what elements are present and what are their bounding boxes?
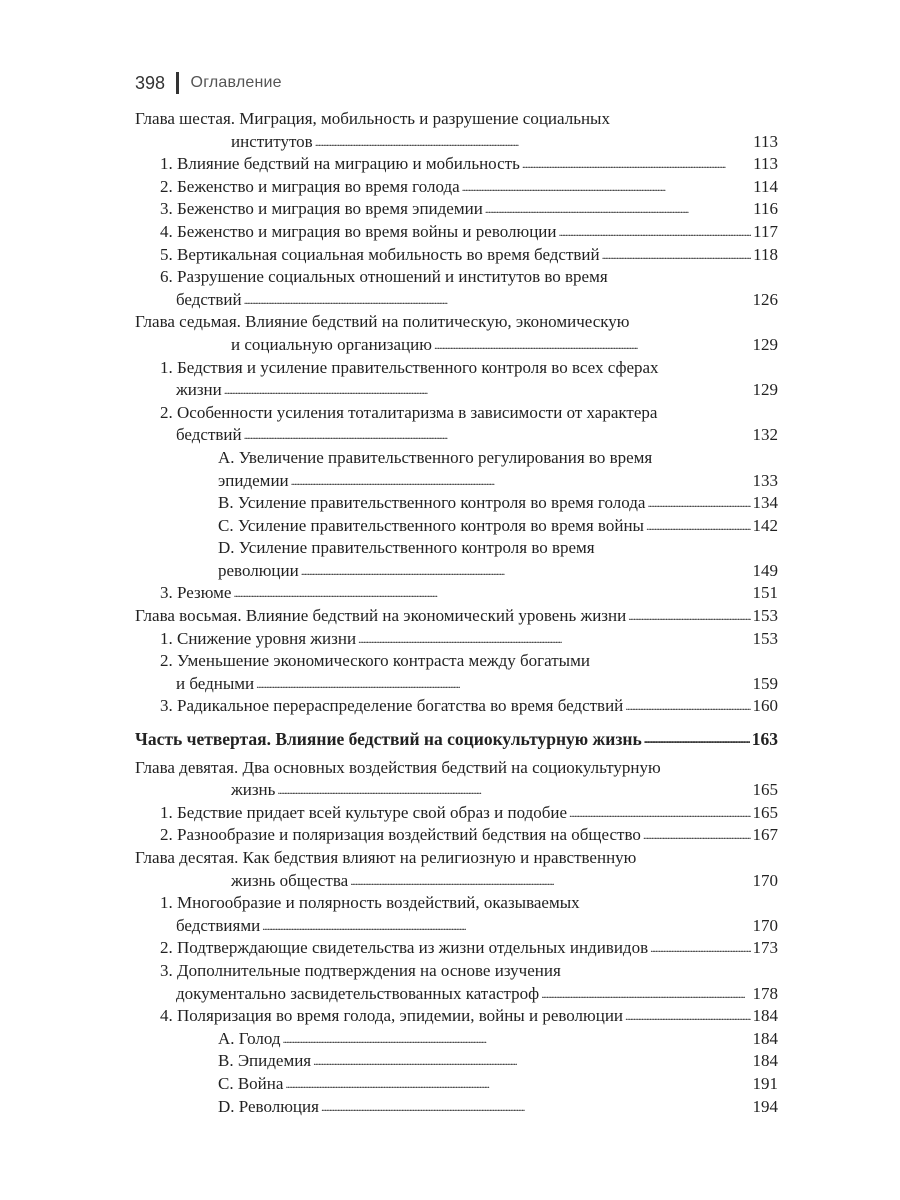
toc-entry[interactable] xyxy=(135,176,778,199)
toc-entry-heading xyxy=(135,537,778,560)
page-number: 398 xyxy=(135,72,166,93)
toc-entry[interactable] xyxy=(135,492,778,515)
toc-entry-text: B. Усиление правительственного контроля во время голода xyxy=(218,492,647,515)
toc-entry-heading xyxy=(135,960,778,983)
dot-leader xyxy=(644,728,750,751)
toc-entry[interactable] xyxy=(135,605,778,628)
toc-entry-heading xyxy=(135,266,778,289)
toc-page-number: 194 xyxy=(752,1096,778,1116)
dot-leader xyxy=(625,695,750,718)
dot-leader xyxy=(541,983,750,1006)
toc-entry[interactable] xyxy=(135,673,778,696)
toc-entry[interactable] xyxy=(135,937,778,960)
toc-entry[interactable] xyxy=(135,628,778,651)
toc-entry-text: 2. Беженство и миграция во время голода xyxy=(160,176,462,199)
toc-page-number: 114 xyxy=(753,176,778,196)
toc-page-number: 113 xyxy=(753,154,778,174)
toc-entry[interactable] xyxy=(135,870,778,893)
toc-entry[interactable] xyxy=(135,779,778,802)
toc-entry-text: D. Усиление правительственного контроля во время xyxy=(218,538,595,558)
running-header xyxy=(135,72,282,94)
toc-entry-heading xyxy=(135,650,778,673)
toc-entry-text: 1. Бедствие придает всей культуре свой образ и подобие xyxy=(160,802,569,825)
toc-entry[interactable] xyxy=(135,824,778,847)
toc-entry-text: 1. Бедствия и усиление правительственного контроля во всех сферах xyxy=(160,357,659,377)
toc-entry-text: 5. Вертикальная социальная мобильность во время бедствий xyxy=(160,244,602,267)
toc-entry-text: 4. Поляризация во время голода, эпидемии, войны и революции xyxy=(160,1005,625,1028)
toc-entry[interactable] xyxy=(135,379,778,402)
toc-entry-heading xyxy=(135,311,778,334)
toc-entry[interactable] xyxy=(135,1005,778,1028)
toc-entry-text: 4. Беженство и миграция во время войны и революции xyxy=(160,221,559,244)
toc-entry-text: бедствий xyxy=(176,424,244,447)
toc-entry[interactable] xyxy=(135,983,778,1006)
toc-entry-text: Глава девятая. Два основных воздействия бедствий на социокультурную xyxy=(135,757,661,777)
dot-leader xyxy=(350,870,750,893)
toc-page-number: 167 xyxy=(752,825,778,845)
dot-leader xyxy=(233,582,750,605)
toc-page-number: 160 xyxy=(752,696,778,716)
toc-page-number: 191 xyxy=(752,1073,778,1093)
section-title: Оглавление xyxy=(190,74,282,91)
toc-entry-text: жизнь общества xyxy=(231,870,350,893)
toc-entry-text: эпидемии xyxy=(218,470,291,493)
dot-leader xyxy=(646,515,751,538)
toc-page-number: 126 xyxy=(752,289,778,309)
toc-page-number: 129 xyxy=(752,334,778,354)
toc-entry[interactable] xyxy=(135,802,778,825)
toc-page-number: 116 xyxy=(753,199,778,219)
dot-leader xyxy=(462,176,751,199)
toc-entry-text: Глава седьмая. Влияние бедствий на политическую, экономическую xyxy=(135,312,630,332)
dot-leader xyxy=(628,605,750,628)
toc-page-number: 118 xyxy=(753,244,778,264)
toc-page-number: 163 xyxy=(751,729,778,750)
toc-entry-text: 3. Беженство и миграция во время эпидемии xyxy=(160,198,485,221)
toc-entry-heading xyxy=(135,402,778,425)
toc-entry[interactable] xyxy=(135,695,778,718)
toc-page-number: 151 xyxy=(752,583,778,603)
toc-entry-text: 2. Особенности усиления тоталитаризма в зависимости от характера xyxy=(160,402,658,422)
toc-entry-text: революции xyxy=(218,560,301,583)
dot-leader xyxy=(291,470,751,493)
dot-leader xyxy=(647,492,750,515)
toc-entry-text: 1. Влияние бедствий на миграцию и мобильность xyxy=(160,153,522,176)
toc-entry[interactable] xyxy=(135,1050,778,1073)
dot-leader xyxy=(434,334,751,357)
toc-page-number: 165 xyxy=(752,780,778,800)
toc-entry-text: 3. Резюме xyxy=(160,582,233,605)
dot-leader xyxy=(313,1050,750,1073)
toc-entry-text: C. Война xyxy=(218,1073,285,1096)
dot-leader xyxy=(559,221,752,244)
toc-entry[interactable] xyxy=(135,515,778,538)
toc-page-number: 184 xyxy=(752,1051,778,1071)
toc-entry-text: 2. Уменьшение экономического контраста между богатыми xyxy=(160,651,590,671)
dot-leader xyxy=(244,424,751,447)
dot-leader xyxy=(283,1028,751,1051)
toc-entry[interactable] xyxy=(135,131,778,154)
toc-page-number: 165 xyxy=(752,802,778,822)
dot-leader xyxy=(321,1096,751,1119)
dot-leader xyxy=(277,779,750,802)
toc-entry[interactable] xyxy=(135,560,778,583)
toc-entry-heading xyxy=(135,757,778,780)
toc-entry[interactable] xyxy=(135,153,778,176)
toc-entry-text: 2. Разнообразие и поляризация воздействий бедствия на общество xyxy=(160,824,643,847)
toc-entry-heading xyxy=(135,108,778,131)
toc-page-number: 129 xyxy=(752,380,778,400)
toc-page-number: 184 xyxy=(752,1006,778,1026)
toc-entry[interactable] xyxy=(135,244,778,267)
toc-page-number: 153 xyxy=(752,606,778,626)
toc-entry[interactable] xyxy=(135,424,778,447)
toc-page-number: 170 xyxy=(752,870,778,890)
toc-page-number: 113 xyxy=(753,131,778,151)
toc-entry[interactable] xyxy=(135,198,778,221)
dot-leader xyxy=(643,824,751,847)
toc-entry-text: D. Революция xyxy=(218,1096,321,1119)
toc-entry-text: документально засвидетельствованных катастроф xyxy=(176,983,541,1006)
toc-entry-heading xyxy=(135,447,778,470)
dot-leader xyxy=(522,153,751,176)
toc-entry-heading xyxy=(135,847,778,870)
toc-page-number: 117 xyxy=(753,221,778,241)
toc-page-number: 133 xyxy=(752,470,778,490)
toc-page-number: 153 xyxy=(752,628,778,648)
toc-page-number: 178 xyxy=(752,983,778,1003)
toc-entry-text: A. Голод xyxy=(218,1028,283,1051)
toc-entry[interactable] xyxy=(135,334,778,357)
toc-entry[interactable] xyxy=(135,1028,778,1051)
toc-entry-heading xyxy=(135,892,778,915)
toc-entry-text: и бедными xyxy=(176,673,256,696)
toc-entry[interactable] xyxy=(135,1096,778,1119)
dot-leader xyxy=(262,915,750,938)
toc-entry-text: Глава десятая. Как бедствия влияют на религиозную и нравственную xyxy=(135,848,637,867)
toc-entry-text: B. Эпидемия xyxy=(218,1050,313,1073)
toc-entry[interactable] xyxy=(135,582,778,605)
toc-page-number: 173 xyxy=(752,938,778,958)
toc-entry[interactable] xyxy=(135,1073,778,1096)
toc-page-number: 159 xyxy=(752,673,778,693)
toc-entry[interactable] xyxy=(135,289,778,312)
dot-leader xyxy=(224,379,751,402)
toc-entry-text: бедствиями xyxy=(176,915,262,938)
toc-page-number: 132 xyxy=(752,425,778,445)
toc-entry-text: 6. Разрушение социальных отношений и институтов во время xyxy=(160,267,608,287)
dot-leader xyxy=(301,560,751,583)
toc-entry[interactable] xyxy=(135,221,778,244)
toc-entry-text: Часть четвертая. Влияние бедствий на социокультурную жизнь xyxy=(135,729,642,750)
toc-entry[interactable] xyxy=(135,915,778,938)
dot-leader xyxy=(625,1005,750,1028)
toc-entry-text: 3. Радикальное перераспределение богатства во время бедствий xyxy=(160,695,625,718)
toc-entry-text: институтов xyxy=(231,131,315,154)
toc-entry-text: жизни xyxy=(176,379,224,402)
toc-page-number: 134 xyxy=(752,493,778,513)
dot-leader xyxy=(650,937,750,960)
toc-entry-text: 2. Подтверждающие свидетельства из жизни отдельных индивидов xyxy=(160,937,650,960)
dot-leader xyxy=(485,198,751,221)
toc-entry-text: C. Усиление правительственного контроля во время войны xyxy=(218,515,646,538)
header-divider xyxy=(176,72,179,94)
dot-leader xyxy=(358,628,750,651)
table-of-contents xyxy=(135,108,778,1118)
toc-entry-text: и социальную организацию xyxy=(231,334,434,357)
toc-entry-text: 3. Дополнительные подтверждения на основе изучения xyxy=(160,960,561,980)
dot-leader xyxy=(244,289,751,312)
toc-page-number: 184 xyxy=(752,1028,778,1048)
toc-entry-text: A. Увеличение правительственного регулирования во время xyxy=(218,447,653,467)
dot-leader xyxy=(569,802,750,825)
toc-entry-heading xyxy=(135,357,778,380)
toc-page-number: 149 xyxy=(752,560,778,580)
toc-entry-text: Глава восьмая. Влияние бедствий на экономический уровень жизни xyxy=(135,605,628,628)
dot-leader xyxy=(256,673,750,696)
toc-entry-text: Глава шестая. Миграция, мобильность и разрушение социальных xyxy=(135,109,610,128)
toc-entry-text: бедствий xyxy=(176,289,244,312)
dot-leader xyxy=(285,1073,750,1096)
toc-entry[interactable] xyxy=(135,470,778,493)
dot-leader xyxy=(315,131,751,154)
toc-part-heading[interactable] xyxy=(135,728,778,751)
toc-entry-text: 1. Многообразие и полярность воздействий, оказываемых xyxy=(160,893,580,913)
toc-page-number: 170 xyxy=(752,915,778,935)
dot-leader xyxy=(602,244,752,267)
toc-entry-text: 1. Снижение уровня жизни xyxy=(160,628,358,651)
toc-page-number: 142 xyxy=(752,515,778,535)
toc-entry-text: жизнь xyxy=(231,779,277,802)
